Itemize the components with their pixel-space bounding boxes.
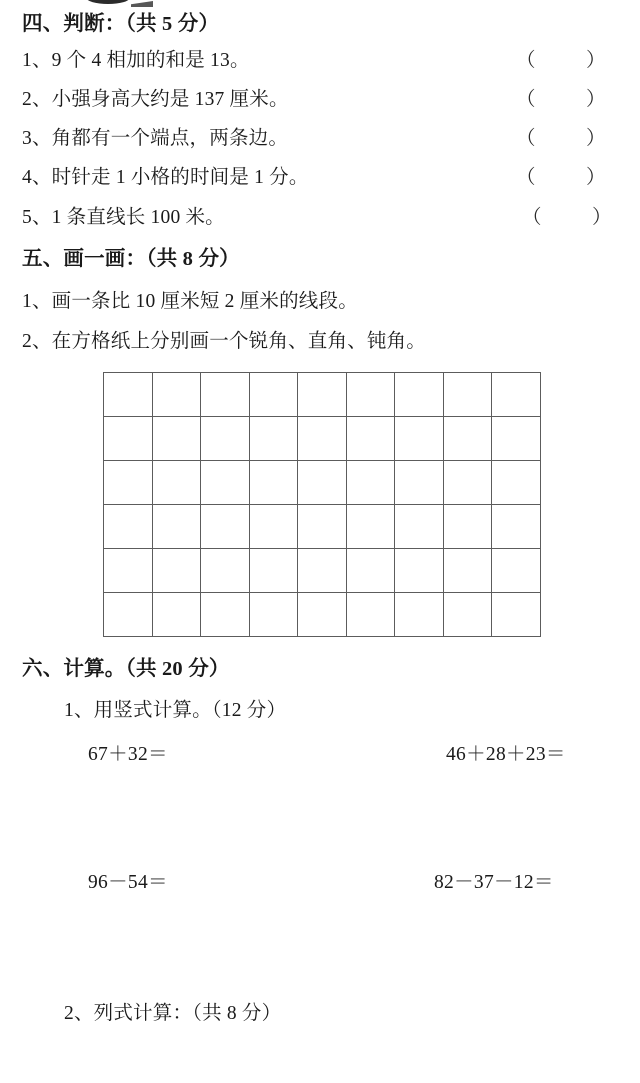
grid-cell[interactable] bbox=[298, 593, 347, 637]
grid-cell[interactable] bbox=[395, 373, 444, 417]
question-item: 3、角都有一个端点，两条边。 bbox=[22, 128, 289, 149]
calculation-expression[interactable]: 82－37－12＝ bbox=[434, 872, 554, 893]
grid-cell[interactable] bbox=[104, 593, 153, 637]
question-item: 1、画一条比 10 厘米短 2 厘米的线段。 bbox=[22, 291, 358, 312]
answer-paren-close[interactable]: ） bbox=[586, 89, 606, 110]
answer-paren-close[interactable]: ） bbox=[586, 167, 606, 188]
grid-cell[interactable] bbox=[250, 593, 299, 637]
grid-cell[interactable] bbox=[492, 373, 541, 417]
grid-cell[interactable] bbox=[104, 373, 153, 417]
grid-cell[interactable] bbox=[153, 461, 202, 505]
answer-paren-close[interactable]: ） bbox=[586, 50, 606, 71]
answer-paren-close[interactable]: ） bbox=[586, 128, 606, 149]
grid-cell[interactable] bbox=[201, 593, 250, 637]
grid-cell[interactable] bbox=[492, 549, 541, 593]
calculation-expression[interactable]: 96－54＝ bbox=[88, 872, 168, 893]
answer-paren-close[interactable]: ） bbox=[592, 207, 612, 228]
grid-cell[interactable] bbox=[250, 549, 299, 593]
grid-cell[interactable] bbox=[201, 549, 250, 593]
grid-cell[interactable] bbox=[298, 373, 347, 417]
subsection-label-vertical-calc: 1、用竖式计算。（12 分） bbox=[64, 700, 287, 721]
grid-cell[interactable] bbox=[104, 461, 153, 505]
grid-cell[interactable] bbox=[347, 373, 396, 417]
grid-cell[interactable] bbox=[492, 461, 541, 505]
grid-cell[interactable] bbox=[347, 417, 396, 461]
grid-cell[interactable] bbox=[250, 461, 299, 505]
grid-cell[interactable] bbox=[444, 505, 493, 549]
grid-row bbox=[104, 373, 541, 417]
grid-cell[interactable] bbox=[153, 417, 202, 461]
grid-cell[interactable] bbox=[395, 461, 444, 505]
answer-paren-open[interactable]: （ bbox=[516, 128, 536, 149]
calculation-expression[interactable]: 46＋28＋23＝ bbox=[446, 744, 566, 765]
grid-cell[interactable] bbox=[347, 461, 396, 505]
grid-row bbox=[104, 417, 541, 461]
grid-cell[interactable] bbox=[444, 549, 493, 593]
section-heading-six: 六、计算。（共 20 分） bbox=[22, 658, 230, 680]
grid-cell[interactable] bbox=[104, 417, 153, 461]
grid-cell[interactable] bbox=[153, 549, 202, 593]
question-item: 2、小强身高大约是 137 厘米。 bbox=[22, 89, 289, 110]
drawing-grid[interactable] bbox=[103, 372, 541, 637]
grid-cell[interactable] bbox=[298, 417, 347, 461]
grid-cell[interactable] bbox=[395, 593, 444, 637]
grid-cell[interactable] bbox=[153, 505, 202, 549]
grid-cell[interactable] bbox=[492, 417, 541, 461]
cutoff-bubble-fragment bbox=[86, 0, 130, 4]
grid-cell[interactable] bbox=[104, 549, 153, 593]
grid-cell[interactable] bbox=[444, 417, 493, 461]
grid-row bbox=[104, 593, 541, 637]
section-heading-four: 四、判断：（共 5 分） bbox=[22, 13, 220, 35]
question-item: 4、时针走 1 小格的时间是 1 分。 bbox=[22, 167, 309, 188]
grid-cell[interactable] bbox=[201, 461, 250, 505]
grid-cell[interactable] bbox=[444, 373, 493, 417]
grid-cell[interactable] bbox=[492, 593, 541, 637]
grid-cell[interactable] bbox=[250, 373, 299, 417]
grid-cell[interactable] bbox=[395, 417, 444, 461]
grid-cell[interactable] bbox=[298, 549, 347, 593]
subsection-label-expression-calc: 2、列式计算：（共 8 分） bbox=[64, 1003, 282, 1024]
question-item: 1、9 个 4 相加的和是 13。 bbox=[22, 50, 250, 71]
grid-cell[interactable] bbox=[444, 461, 493, 505]
grid-cell[interactable] bbox=[395, 549, 444, 593]
grid-cell[interactable] bbox=[250, 505, 299, 549]
question-item: 5、1 条直线长 100 米。 bbox=[22, 207, 225, 228]
grid-cell[interactable] bbox=[347, 505, 396, 549]
answer-paren-open[interactable]: （ bbox=[522, 207, 542, 228]
grid-cell[interactable] bbox=[298, 505, 347, 549]
grid-cell[interactable] bbox=[347, 593, 396, 637]
grid-cell[interactable] bbox=[347, 549, 396, 593]
grid-cell[interactable] bbox=[201, 417, 250, 461]
grid-cell[interactable] bbox=[444, 593, 493, 637]
grid-cell[interactable] bbox=[201, 505, 250, 549]
answer-paren-open[interactable]: （ bbox=[516, 89, 536, 110]
grid-row bbox=[104, 461, 541, 505]
answer-paren-open[interactable]: （ bbox=[516, 167, 536, 188]
answer-paren-open[interactable]: （ bbox=[516, 50, 536, 71]
question-item: 2、在方格纸上分别画一个锐角、直角、钝角。 bbox=[22, 331, 426, 352]
grid-row bbox=[104, 505, 541, 549]
calculation-expression[interactable]: 67＋32＝ bbox=[88, 744, 168, 765]
grid-cell[interactable] bbox=[250, 417, 299, 461]
grid-cell[interactable] bbox=[153, 593, 202, 637]
section-heading-five: 五、画一画：（共 8 分） bbox=[22, 248, 240, 270]
grid-cell[interactable] bbox=[153, 373, 202, 417]
grid-cell[interactable] bbox=[201, 373, 250, 417]
grid-cell[interactable] bbox=[492, 505, 541, 549]
grid-cell[interactable] bbox=[298, 461, 347, 505]
grid-row bbox=[104, 549, 541, 593]
grid-cell[interactable] bbox=[104, 505, 153, 549]
grid-cell[interactable] bbox=[395, 505, 444, 549]
